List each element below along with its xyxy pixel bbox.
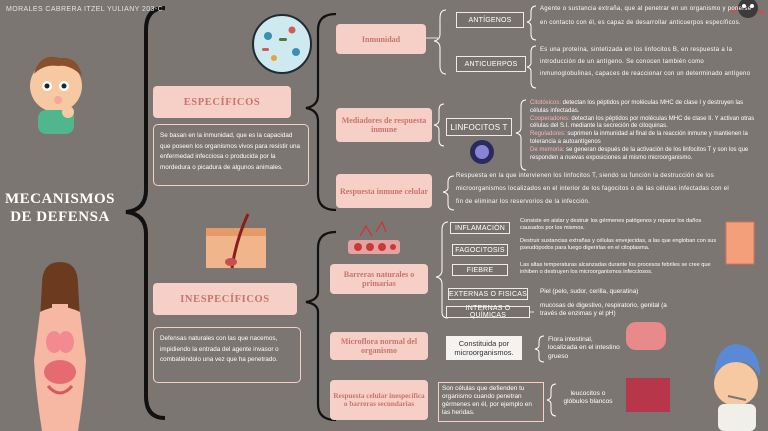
- memoria-text: se generan después de la activación de los linfocitos T y son los que responden a nuevas exposiciones al mismo microorganismo.: [530, 146, 749, 161]
- barreras-box: Barreras naturales o primarias: [330, 264, 428, 294]
- tissue-image-1: [726, 222, 754, 264]
- microflora-box: Microflora normal del organismo: [330, 332, 428, 360]
- leucocitos-text: leucocitos o glóbulos blancos: [563, 390, 613, 406]
- inespecificos-description: Defensas naturales con las que nacemos, impidiendo la entrada del agente invasor o combatiéndolo una vez que ha penetrado.: [153, 327, 301, 383]
- fiebre-text: Las altas temperaturas alcanzadas durante los procesos febriles se cree que inhiben o destruyen los microorganismos infecciosos.: [520, 262, 711, 275]
- fagocitosis-text: Destruir sustancias extrañas y células envejecidas, a las que engloban con sus pseudópodos para luego digerirlas en el citoplasma.: [520, 238, 717, 251]
- reguladores-item: [530, 131, 758, 147]
- citotoxicos-text: detectan los péptidos por moléculas MHC de clase I y destruyen las células infectadas.: [530, 100, 744, 114]
- human-body-illustration: [34, 262, 86, 431]
- baby-illustration: [30, 57, 82, 134]
- respuesta-celular-text: Respuesta en la que intervienen los linfocitos T, siendo su función la destrucción de los microorganismos localizados en el interior de los fagocitos o de las células infectadas con el fin de eliminar los reservorios de la infección.: [456, 173, 729, 205]
- memoria-term: De memoria:: [530, 146, 565, 153]
- externas-tag: EXTERNAS O FISICAS: [448, 288, 528, 300]
- mediadores-box: Mediadores de respuesta inmune: [336, 108, 432, 142]
- respuesta-celular-inesp-text: Son células que defienden tu organismo cuando penetran gérmenes en él, por ejemplo en las heridas.: [438, 382, 544, 422]
- skin-hair-illustration: [206, 214, 266, 268]
- reguladores-term: Reguladores:: [530, 131, 566, 138]
- microflora-text: Flora intestinal, localizada en el intestino grueso: [548, 336, 620, 360]
- especificos-description: Se basan en la inmunidad, que es la capacidad que poseen los organismos vivos para resistir una enfermedad infecciosa o producida por la mordedura o picadura de algunos animales.: [153, 124, 309, 186]
- externas-text: Piel (pelo, sudor, cerilla, queratina): [540, 288, 639, 295]
- main-title-line2: DE DEFENSA: [10, 209, 110, 225]
- bacteria-dish-illustration: [253, 15, 311, 73]
- internas-tag: INTERNAS O QUÍMICAS: [446, 306, 530, 318]
- inflamacion-text: Consiste en aislar y destruir los gérmenes patógenos y reparar los daños causados por los mismos.: [520, 218, 702, 231]
- inespecificos-box: INESPECÍFICOS: [153, 283, 297, 315]
- linfocitos-tag: LINFOCITOS T: [446, 118, 512, 136]
- citotoxicos-term: Citotóxicos:: [530, 100, 562, 106]
- cooperadores-term: Cooperadores:: [530, 115, 570, 122]
- fiebre-tag: FIEBRE: [452, 264, 508, 276]
- especificos-box: ESPECÍFICOS: [153, 86, 291, 118]
- author-name: MORALES CABRERA ITZEL YULIANY 203-C: [6, 6, 164, 13]
- citotoxicos-item: [530, 100, 758, 116]
- linfocitos-types: [530, 100, 758, 172]
- inmunidad-box: Inmunidad: [336, 24, 426, 54]
- respuesta-celular-box: Respuesta inmune celular: [336, 174, 432, 208]
- blood-cells-illustration: [348, 222, 400, 254]
- reguladores-text: suprimen la inmunidad al final de la reacción inmune y mantienen la tolerancia a autoantígenos: [530, 131, 748, 145]
- anticuerpos-tag: ANTICUERPOS: [456, 56, 526, 72]
- tissue-image-2: [626, 322, 666, 350]
- microflora-definition: Constituida por microorganismos.: [446, 336, 522, 360]
- sick-child-illustration: [714, 344, 760, 431]
- antigenos-text: Agente o sustancia extraña, que al penetrar en un organismo y ponerse en contacto con él, es capaz de desarrollar anticuerpos específicos.: [540, 6, 752, 26]
- inflamacion-tag: INFLAMACIÓN: [450, 222, 510, 234]
- main-title-line1: MECANISMOS: [4, 191, 115, 207]
- memoria-item: [530, 147, 758, 163]
- t-cell-illustration: [470, 140, 494, 164]
- antigenos-tag: ANTÍGENOS: [456, 12, 524, 28]
- internas-text: mucosas de digestivo, respiratorio, genital (a través de enzimas y el pH): [540, 302, 667, 317]
- fagocitosis-tag: FAGOCITOSIS: [452, 244, 508, 256]
- cooperadores-text: detectan los péptidos por moléculas MHC de clase II. Y activan otras células del S.I. mediante la secreción de citoquinas.: [530, 115, 755, 130]
- tissue-image-3: [626, 378, 670, 412]
- anticuerpos-text: Es una proteína, sintetizada en los linfocitos B, en respuesta a la introducción de un antígeno. Se conocen también como inmunoglobulinas, capaces de reaccionar con un determinado antígeno: [540, 47, 751, 77]
- cooperadores-item: [530, 116, 758, 132]
- respuesta-celular-inesp-box: Respuesta celular inespecífica o barreras secundarias: [330, 380, 428, 420]
